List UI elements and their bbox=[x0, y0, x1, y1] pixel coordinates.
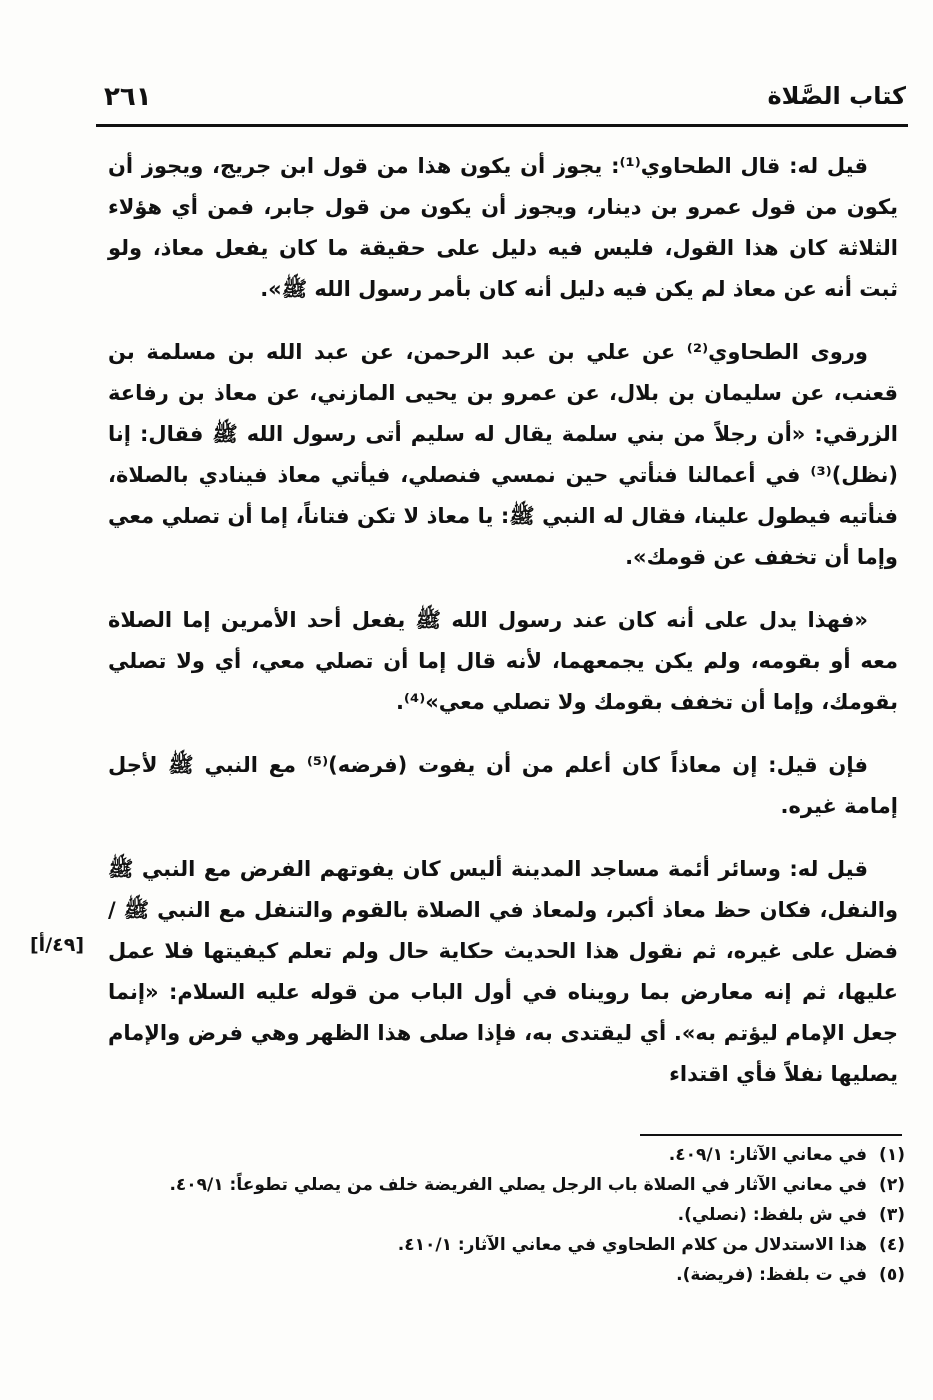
footnote bbox=[170, 1140, 905, 1170]
manuscript-folio-marker: [٤٩/أ] bbox=[30, 934, 85, 956]
footnote-number: (١) bbox=[879, 1145, 905, 1165]
footnote bbox=[170, 1230, 905, 1260]
footnote-number: (٣) bbox=[879, 1205, 905, 1225]
footnotes bbox=[170, 1140, 905, 1290]
paragraph: وروى الطحاوي⁽²⁾ عن علي بن عبد الرحمن، عن عبد الله بن مسلمة بن قعنب، عن سليمان بن بلال، عن عمرو بن يحيى المازني، عن معاذ بن رفاعة الزرقي: «أن رجلاً من بني سلمة يقال له سليم أتى رسول الله ﷺ فقال: إنا (نظل)⁽³⁾ في أعمالنا فنأتي حين نمسي فنصلي، فيأتي معاذ فينادي بالصلاة، فنأتيه فيطول علينا، فقال له النبي ﷺ: يا معاذ لا تكن فتاناً، إما أن تصلي معي وإما أن تخفف عن قومك». bbox=[108, 340, 898, 569]
footnote-number: (٤) bbox=[879, 1235, 905, 1255]
running-title: كتاب الصَّلاة bbox=[767, 82, 906, 110]
page-header bbox=[96, 82, 906, 122]
paragraph: قيل له: قال الطحاوي⁽¹⁾: يجوز أن يكون هذا من قول ابن جريج، ويجوز أن يكون من قول عمرو بن دينار، ويجوز أن يكون من قول جابر، فمن أي هؤلاء الثلاثة كان هذا القول، فليس فيه دليل على حقيقة ما كان يفعل معاذ، ولو ثبت أنه عن معاذ لم يكن فيه دليل أنه كان بأمر رسول الله ﷺ». bbox=[108, 154, 898, 301]
footnote-number: (٥) bbox=[879, 1265, 905, 1285]
footnote-text: في معاني الآثار في الصلاة باب الرجل يصلي الفريضة خلف من يصلي تطوعاً: ٤٠٩/١. bbox=[169, 1175, 867, 1195]
main-text bbox=[108, 146, 898, 1117]
footnote-number: (٢) bbox=[879, 1175, 905, 1195]
paragraph: فإن قيل: إن معاذاً كان أعلم من أن يفوت (فرضه)⁽⁵⁾ مع النبي ﷺ لأجل إمامة غيره. bbox=[108, 753, 898, 818]
footnote bbox=[170, 1260, 905, 1290]
footnote-rule bbox=[640, 1134, 902, 1136]
footnote-text: في ش بلفظ: (نصلي). bbox=[677, 1205, 867, 1225]
paragraph: «فهذا يدل على أنه كان عند رسول الله ﷺ يفعل أحد الأمرين إما الصلاة معه أو بقومه، ولم يكن يجمعهما، لأنه قال إما أن تصلي معي، أي ولا تصلي بقومك، وإما أن تخفف بقومك ولا تصلي معي»⁽⁴⁾. bbox=[108, 608, 898, 714]
footnote bbox=[170, 1170, 905, 1200]
footnote-text: في ت بلفظ: (فريضة). bbox=[676, 1265, 867, 1285]
footnote-text: هذا الاستدلال من كلام الطحاوي في معاني الآثار: ٤١٠/١. bbox=[397, 1235, 867, 1255]
footnote-text: في معاني الآثار: ٤٠٩/١. bbox=[668, 1145, 867, 1165]
footnote bbox=[170, 1200, 905, 1230]
page-number: ٢٦١ bbox=[104, 82, 152, 112]
paragraph: قيل له: وسائر أئمة مساجد المدينة أليس كان يفوتهم الفرض مع النبي ﷺ والنفل، فكان حظ معاذ أكبر، ولمعاذ في الصلاة بالقوم والتنفل مع النبي ﷺ / فضل على غيره، ثم نقول هذا الحديث حكاية حال ولم تعلم كيفيتها فلا عمل عليها، ثم إنه معارض بما رويناه في أول الباب من قوله عليه السلام: «إنما جعل الإمام ليؤتم به». أي ليقتدى به، فإذا صلى هذا الظهر وهي فرض والإمام يصليها نفلاً فأي اقتداء bbox=[108, 857, 898, 1086]
header-rule bbox=[96, 124, 908, 127]
